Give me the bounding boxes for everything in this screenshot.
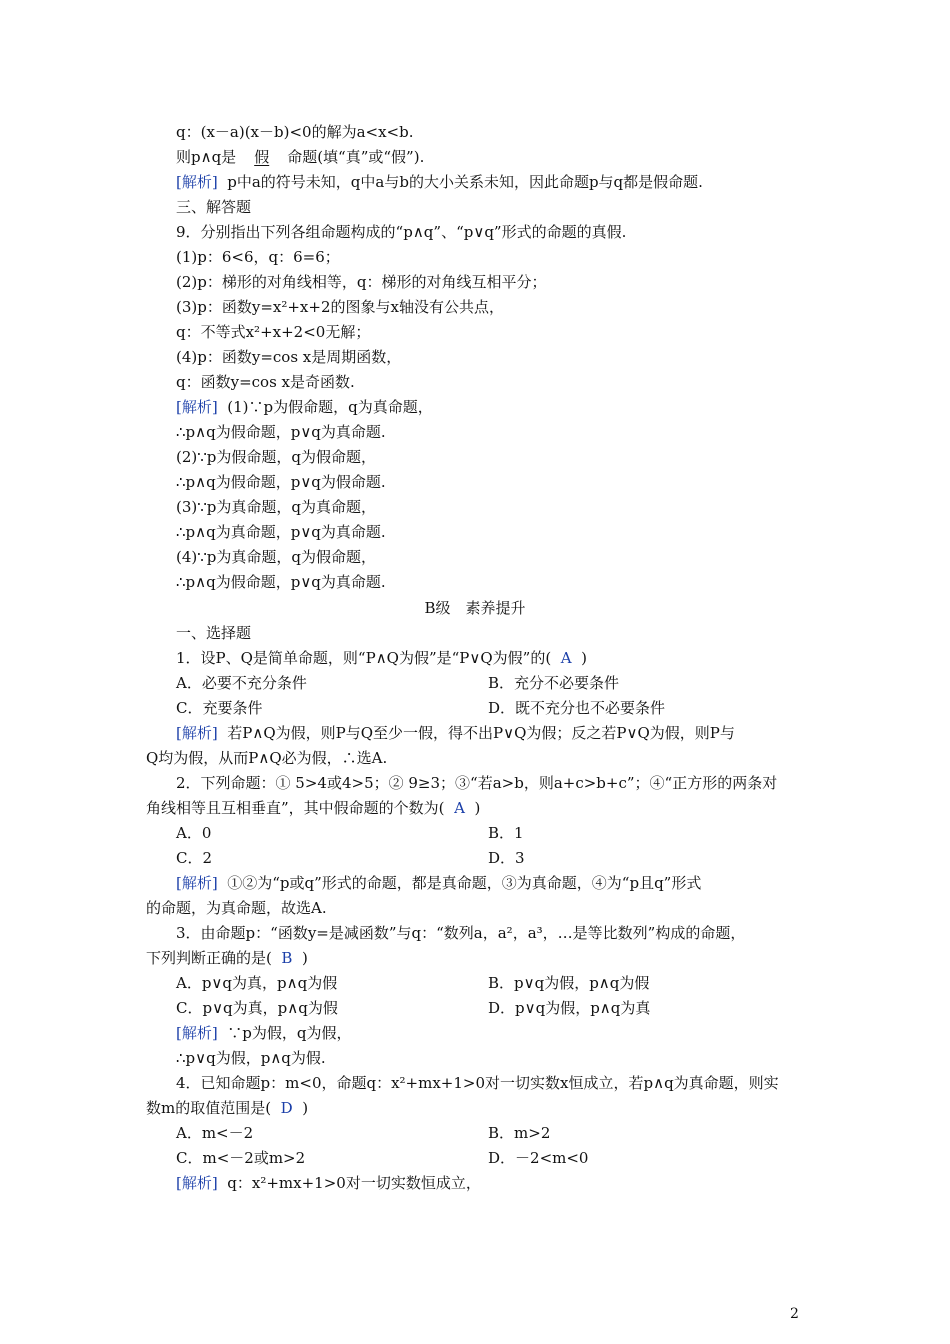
option-b: B．充分不必要条件 [488,674,620,692]
text-line: ∴p∨q为假，p∧q为假. [176,1049,326,1067]
text-line: 的命题，为真命题，故选A. [146,899,327,917]
text-span: 1．设P、Q是简单命题，则“P∧Q为假”是“P∨Q为假”的( [176,649,552,667]
option-a: A．m<－2 [176,1124,254,1142]
option-a: A．必要不充分条件 [176,674,307,692]
option-a: A．p∨q为真，p∧q为假 [176,974,338,992]
text-line: Q均为假，从而P∧Q必为假，∴选A. [146,749,388,767]
option-a: A．0 [176,824,212,842]
analysis-line [176,397,433,417]
text-line: (3)∵p为真命题，q为真命题， [176,498,376,516]
analysis-line [176,723,735,743]
answer-letter: B [281,949,293,967]
text-line: (3)p：函数y=x²+x+2的图象与x轴没有公共点， [176,298,504,316]
text-line: (1)p：6<6，q：6=6； [176,248,340,266]
analysis-line [176,172,703,192]
analysis-tag: [解析] [176,398,218,416]
analysis-tag: [解析] [176,724,218,742]
option-c: C．p∨q为真，p∧q为假 [176,999,338,1017]
option-b: B．p∨q为假，p∧q为假 [488,974,650,992]
text-span: 下列判断正确的是( [146,949,272,967]
text-span: 命题(填“真”或“假”). [287,148,425,166]
text-line: q：(x－a)(x－b)<0的解为a<x<b. [176,123,414,141]
analysis-tag: [解析] [176,173,218,191]
text-line: ∴p∧q为真命题，p∨q为真命题. [176,523,386,541]
question-line: 2．下列命题：① 5>4或4>5；② 9≥3；③“若a>b，则a+c>b+c”；④“正方形的两条对 [176,774,778,792]
text-span: q：x²+mx+1>0对一切实数恒成立， [227,1174,481,1192]
text-line: (2)p：梯形的对角线相等，q：梯形的对角线互相平分； [176,273,547,291]
text-span: 则p∧q是 [176,148,237,166]
analysis-line [176,1173,481,1193]
text-span: ) [581,649,587,667]
option-c: C．m<－2或m>2 [176,1149,306,1167]
answer-letter: A [454,799,465,817]
answer-letter: A [560,649,572,667]
analysis-tag: [解析] [176,1024,218,1042]
question-line [146,798,480,818]
fill-blank-answer: 假 [254,148,270,166]
section-heading: 三、解答题 [176,198,252,216]
question-line [176,648,587,668]
text-span: ) [474,799,481,817]
text-line: q：函数y=cos x是奇函数. [176,373,355,391]
analysis-tag: [解析] [176,874,218,892]
option-d: D．－2<m<0 [488,1149,589,1167]
text-span: p中a的符号未知，q中a与b的大小关系未知，因此命题p与q都是假命题. [227,173,703,191]
question-line: 4．已知命题p：m<0，命题q：x²+mx+1>0对一切实数x恒成立，若p∧q为真命题，则实 [176,1074,779,1092]
text-line: (4)∵p为真命题，q为假命题， [176,548,376,566]
text-span: ) [301,949,308,967]
text-span: 角线相等且互相垂直”，其中假命题的个数为( [146,799,445,817]
text-span: ∵p为假，q为假， [227,1024,352,1042]
text-span: (1)∵p为假命题，q为真命题， [227,398,433,416]
text-span: 数m的取值范围是( [146,1099,272,1117]
question-line [146,1098,308,1118]
section-heading: 一、选择题 [176,624,252,642]
text-line: ∴p∧q为假命题，p∨q为假命题. [176,473,386,491]
text-line [176,147,424,167]
option-d: D．p∨q为假，p∧q为真 [488,999,651,1017]
option-b: B．m>2 [488,1124,551,1142]
text-span: 若P∧Q为假，则P与Q至少一假，得不出P∨Q为假；反之若P∨Q为假，则P与 [227,724,735,742]
level-heading: B级 素养提升 [424,599,526,617]
question-line: 3．由命题p：“函数y=是减函数”与q：“数列a，a²，a³，…是等比数列”构成的命题， [176,924,746,942]
text-line: (2)∵p为假命题，q为假命题， [176,448,376,466]
option-d: D．3 [488,849,525,867]
answer-letter: D [280,1099,293,1117]
text-line: ∴p∧q为假命题，p∨q为真命题. [176,573,386,591]
question-line: 9．分别指出下列各组命题构成的“p∧q”、“p∨q”形式的命题的真假. [176,223,627,241]
text-span: ①②为“p或q”形式的命题，都是真命题，③为真命题，④为“p且q”形式 [227,874,702,892]
analysis-tag: [解析] [176,1174,218,1192]
analysis-line [176,873,701,893]
text-span: ) [302,1099,309,1117]
option-b: B．1 [488,824,524,842]
text-line: q：不等式x²+x+2<0无解； [176,323,371,341]
text-line: ∴p∧q为假命题，p∨q为真命题. [176,423,386,441]
question-line [146,948,308,968]
option-c: C．2 [176,849,213,867]
option-c: C．充要条件 [176,699,263,717]
page-number: 2 [790,1306,799,1322]
option-d: D．既不充分也不必要条件 [488,699,666,717]
text-line: (4)p：函数y=cos x是周期函数， [176,348,402,366]
analysis-line [176,1023,351,1043]
